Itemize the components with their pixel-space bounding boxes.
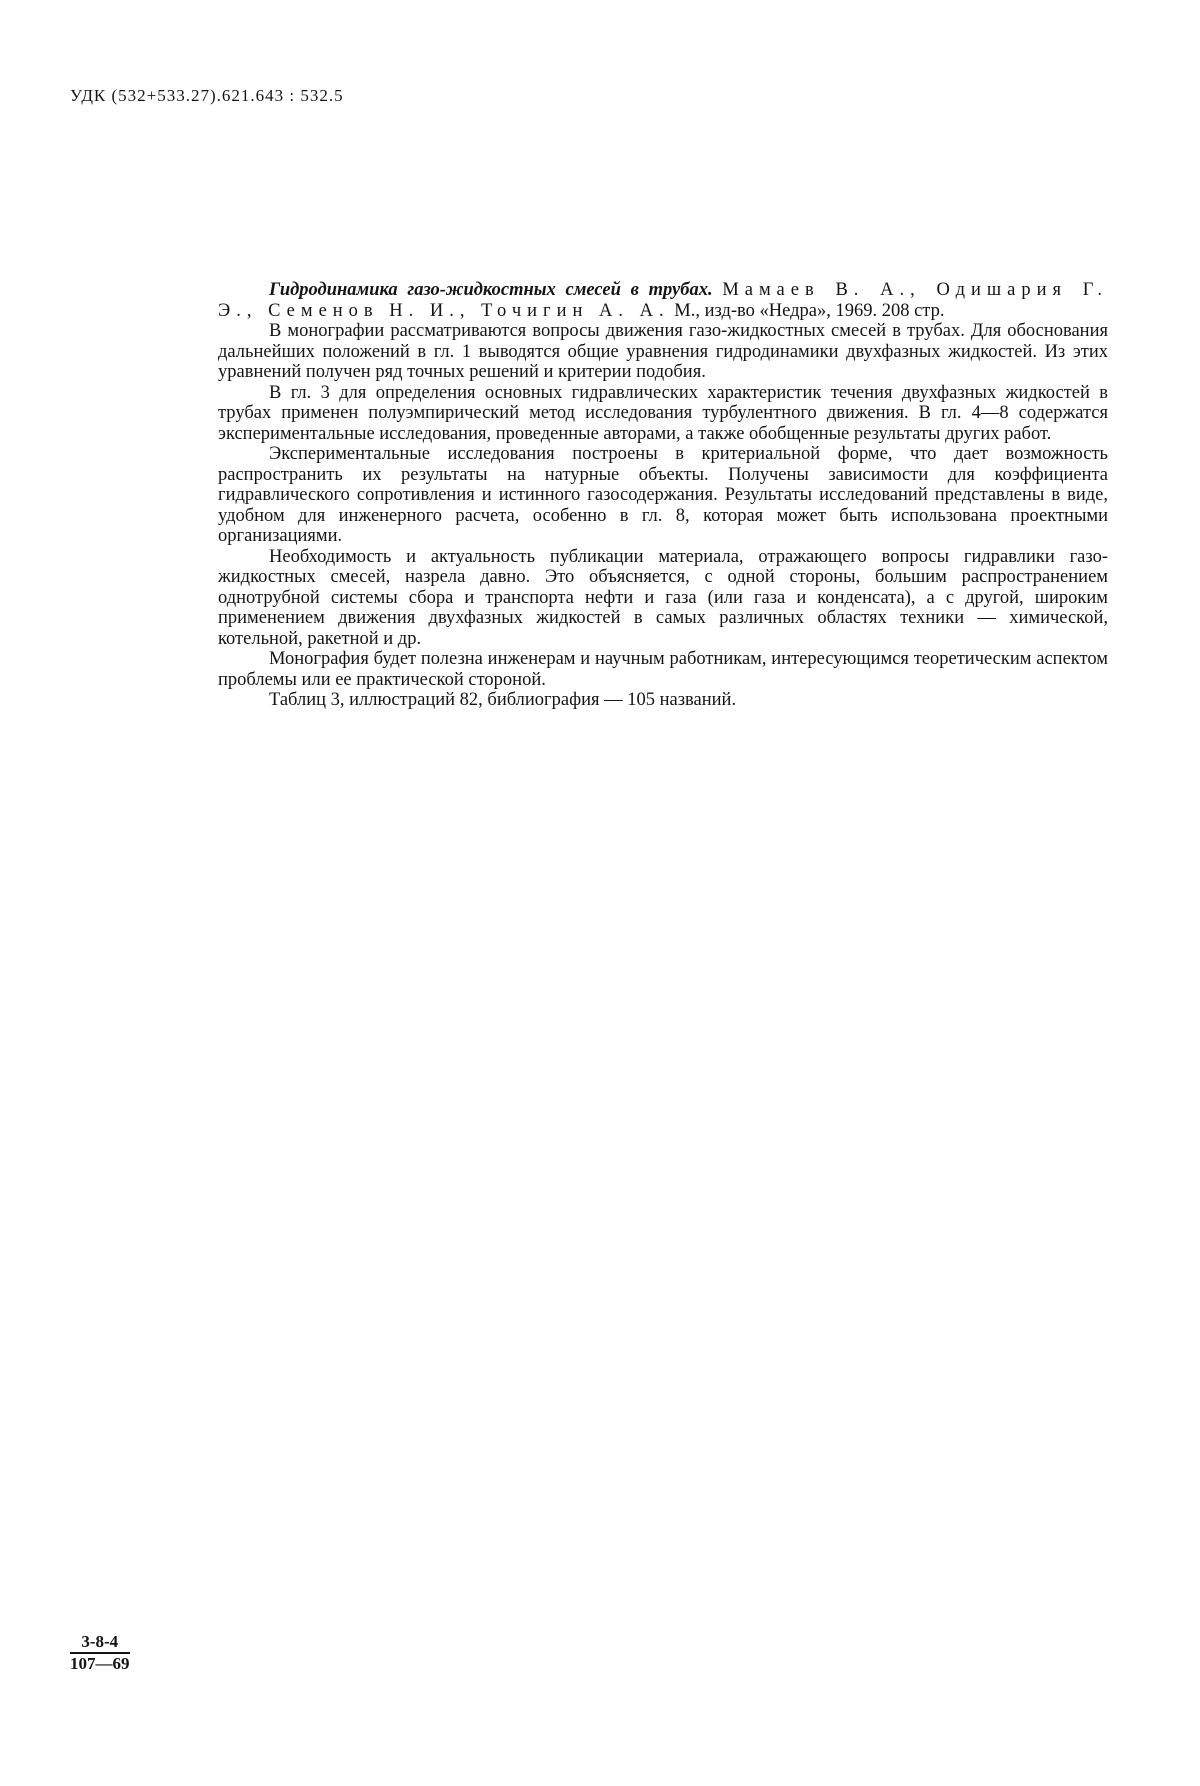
udc-code: УДК (532+533.27).621.643 : 532.5 [70, 86, 344, 105]
abstract-block [218, 280, 1108, 711]
abstract-summary-line: Таблиц 3, иллюстраций 82, библиография — 105 названий. [269, 690, 737, 710]
bibliographic-reference [218, 280, 1108, 321]
book-title: Гидродинамика газо-жидкостных смесей в трубах. [269, 280, 713, 300]
abstract-paragraph-4: Необходимость и актуальность публикации материала, отражающего вопросы гидравлики газо-жидкостных смесей, назрела давно. Это объясняется, с одной стороны, большим распространением однотрубной системы сбора и транспорта нефти и газа (или газа и конденсата), а с другой, широким применением движения двухфазных жидкостей в самых различных областях техники — химической, котельной, ракетной и др. [218, 546, 1108, 649]
abstract-paragraph-5: Монография будет полезна инженерам и научным работникам, интересующимся теоретическим аспектом проблемы или ее практической стороной. [218, 649, 1108, 690]
abstract-paragraph-3: Экспериментальные исследования построены в критериальной форме, что дает возможность распространить их результаты на натурные объекты. Получены зависимости для коэффициента гидравлического сопротивления и истинного газосодержания. Результаты исследований представлены в виде, удобном для инженерного расчета, особенно в гл. 8, которая может быть использована проектными организациями. [218, 444, 1108, 546]
book-authors: Мамаев В. А., Одишария Г. Э., Семенов Н. И., Точигин А. А. [218, 280, 1108, 321]
abstract-paragraph-2: В гл. 3 для определения основных гидравлических характеристик течения двухфазных жидкостей в трубах применен полуэмпирический метод исследования турбулентного движения. В гл. 4—8 содержатся экспериментальные исследования, проведенные авторами, а также обобщенные результаты других работ. [218, 382, 1108, 444]
book-imprint: М., изд-во «Недра», 1969. 208 стр. [674, 300, 945, 321]
print-code-top: 3-8-4 [70, 1632, 130, 1654]
print-code [70, 1632, 130, 1674]
abstract-paragraph-1: В монографии рассматриваются вопросы движения газо-жидкостных смесей в трубах. Для обоснования дальнейших положений в гл. 1 выводятся общие уравнения гидродинамики двухфазных жидкостей. Из этих уравнений получен ряд точных решений и критерии подобия. [218, 321, 1108, 382]
print-code-bottom: 107—69 [70, 1654, 130, 1673]
